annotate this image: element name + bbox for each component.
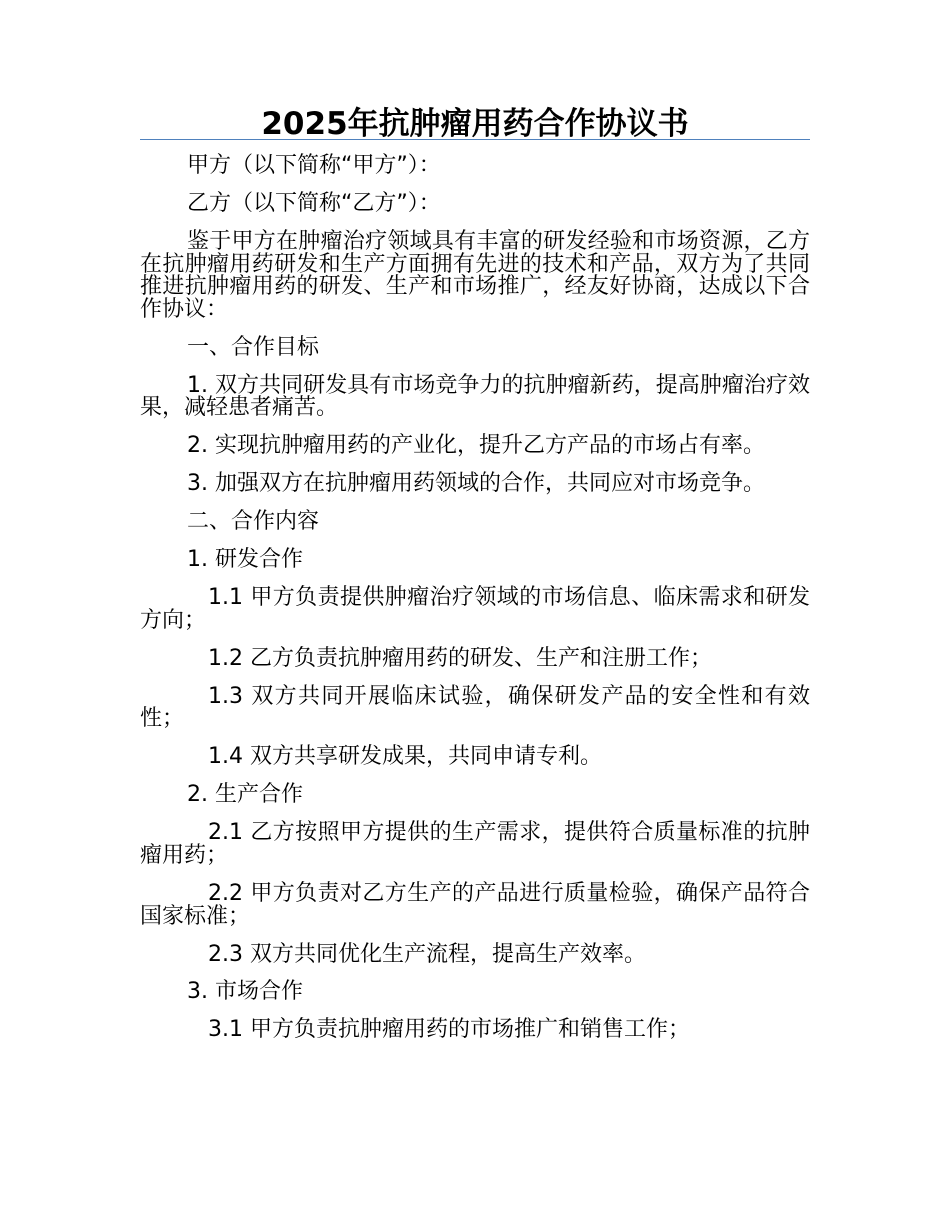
section-heading-goals: 一、合作目标 <box>187 334 320 360</box>
market-clause-3-1: 3.1 甲方负责抗肿瘤用药的市场推广和销售工作； <box>208 1017 690 1043</box>
rnd-clause-1-4: 1.4 双方共享研发成果，共同申请专利。 <box>208 744 602 770</box>
subsection-heading-production: 2. 生产合作 <box>187 782 303 808</box>
document-body <box>140 155 810 1057</box>
goal-item-2: 2. 实现抗肿瘤用药的产业化，提升乙方产品的市场占有率。 <box>187 433 765 459</box>
goal-item-1: 1. 双方共同研发具有市场竞争力的抗肿瘤新药，提高肿瘤治疗效果，减轻患者痛苦。 <box>140 372 810 421</box>
rnd-clause-1-1: 1.1 甲方负责提供肿瘤治疗领域的市场信息、临床需求和研发方向； <box>140 585 810 633</box>
rnd-clause-1-3: 1.3 双方共同开展临床试验，确保研发产品的安全性和有效性； <box>140 683 810 732</box>
preamble-paragraph: 鉴于甲方在肿瘤治疗领域具有丰富的研发经验和市场资源，乙方在抗肿瘤用药研发和生产方面拥有先进的技术和产品，双方为了共同推进抗肿瘤用药的研发、生产和市场推广，经友好协商，达成以下合作协议： <box>140 228 810 322</box>
subsection-heading-rnd: 1. 研发合作 <box>187 547 303 573</box>
party-b-line: 乙方（以下简称“乙方”）： <box>187 190 441 216</box>
goal-item-3: 3. 加强双方在抗肿瘤用药领域的合作，共同应对市场竞争。 <box>187 471 765 497</box>
production-clause-2-1: 2.1 乙方按照甲方提供的生产需求，提供符合质量标准的抗肿瘤用药； <box>140 820 810 868</box>
title-underline <box>140 139 810 140</box>
party-a-line: 甲方（以下简称“甲方”）： <box>187 153 441 178</box>
production-clause-2-2: 2.2 甲方负责对乙方生产的产品进行质量检验，确保产品符合国家标准； <box>140 880 810 929</box>
section-heading-content: 二、合作内容 <box>187 509 320 535</box>
rnd-clause-1-2: 1.2 乙方负责抗肿瘤用药的研发、生产和注册工作； <box>208 645 712 671</box>
document-title: 2025年抗肿瘤用药合作协议书 <box>261 106 689 142</box>
subsection-heading-market: 3. 市场合作 <box>187 979 303 1005</box>
production-clause-2-3: 2.3 双方共同优化生产流程，提高生产效率。 <box>208 941 646 967</box>
